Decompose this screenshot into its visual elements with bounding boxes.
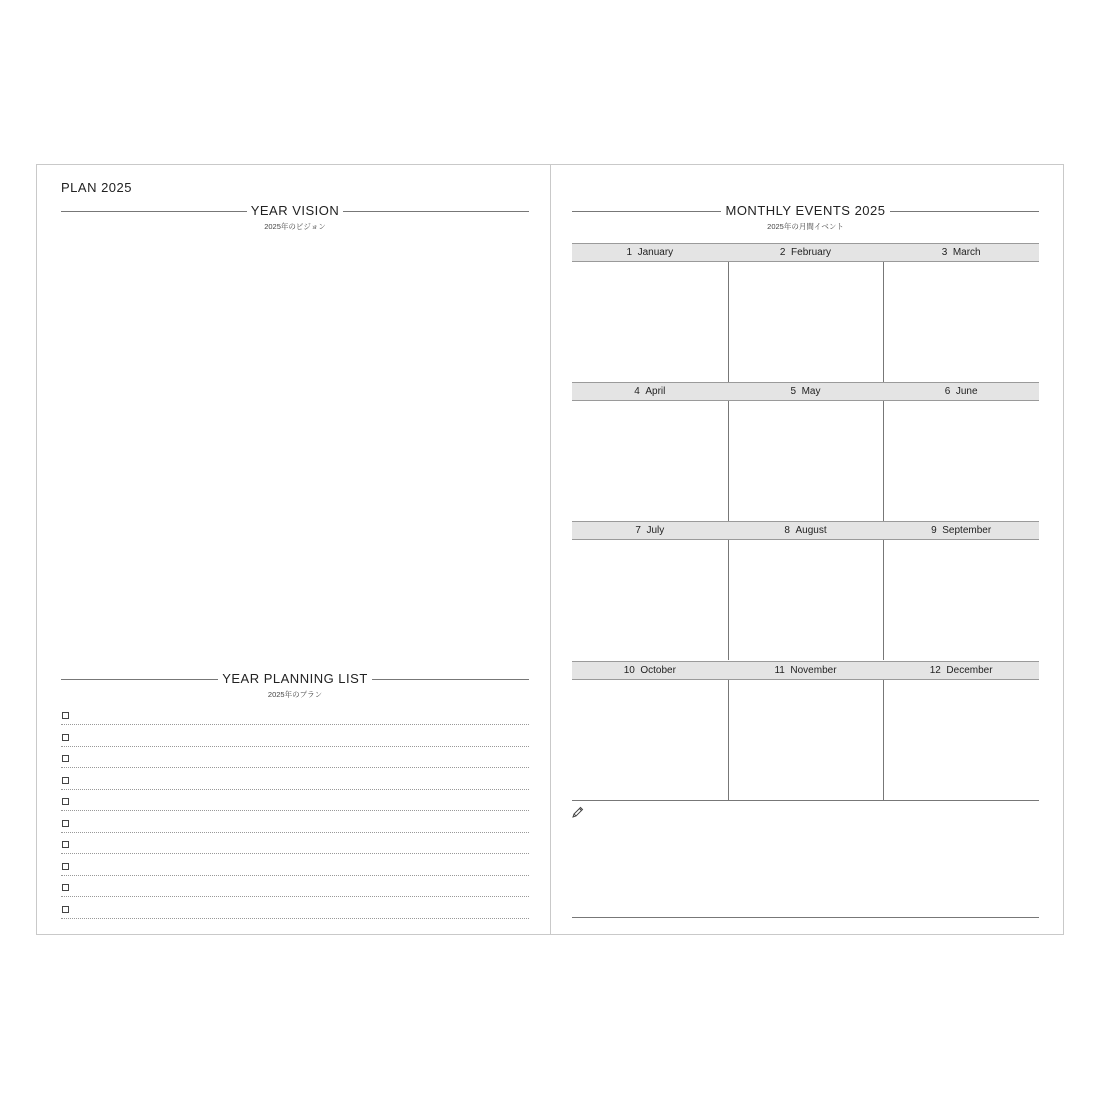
month-name: December <box>946 665 993 676</box>
month-number: 3 <box>941 247 948 258</box>
month-cell-march[interactable] <box>883 262 1039 382</box>
checklist-row[interactable] <box>61 839 529 860</box>
month-name: March <box>952 247 981 258</box>
month-cell-october[interactable] <box>572 680 728 800</box>
month-cell-september[interactable] <box>883 540 1039 660</box>
month-label-august <box>728 525 884 536</box>
month-cell-january[interactable] <box>572 262 728 382</box>
checklist-row[interactable] <box>61 710 529 731</box>
year-planning-list-subtitle: 2025年のプラン <box>267 690 323 699</box>
month-cell-april[interactable] <box>572 401 728 521</box>
month-name: October <box>640 665 676 676</box>
month-label-july <box>572 525 728 536</box>
notes-writing-area[interactable] <box>590 805 1039 915</box>
dotted-line <box>61 853 529 854</box>
month-column-divider <box>883 262 884 382</box>
dotted-line <box>61 896 529 897</box>
month-cell-may[interactable] <box>728 401 884 521</box>
month-number: 6 <box>944 386 951 397</box>
month-cell-june[interactable] <box>883 401 1039 521</box>
checkbox[interactable] <box>62 820 69 827</box>
month-column-divider <box>883 680 884 800</box>
month-label-february <box>728 247 884 258</box>
dotted-line <box>61 810 529 811</box>
month-cell-february[interactable] <box>728 262 884 382</box>
checklist-row[interactable] <box>61 861 529 882</box>
month-label-may <box>728 386 884 397</box>
month-column-divider <box>728 262 729 382</box>
dotted-line <box>61 746 529 747</box>
checkbox[interactable] <box>62 755 69 762</box>
checkbox[interactable] <box>62 841 69 848</box>
month-number: 2 <box>779 247 786 258</box>
checkbox[interactable] <box>62 906 69 913</box>
month-number: 1 <box>626 247 633 258</box>
month-number: 7 <box>635 525 641 536</box>
year-vision-writing-area[interactable] <box>61 235 529 660</box>
month-number: 10 <box>623 665 635 676</box>
dotted-line <box>61 724 529 725</box>
monthly-events-heading <box>572 201 1039 231</box>
month-row-header <box>572 521 1039 540</box>
month-column-divider <box>728 401 729 521</box>
month-label-november <box>728 665 884 676</box>
month-cell-august[interactable] <box>728 540 884 660</box>
monthly-events-subtitle: 2025年の月間イベント <box>767 222 844 231</box>
month-name: July <box>646 525 665 536</box>
checkbox[interactable] <box>62 884 69 891</box>
year-planning-list-title: YEAR PLANNING LIST <box>218 671 372 686</box>
month-number: 5 <box>790 386 797 397</box>
month-name: June <box>955 386 978 397</box>
month-column-divider <box>883 540 884 660</box>
year-vision-heading <box>61 201 529 231</box>
checklist-row[interactable] <box>61 732 529 753</box>
month-column-divider <box>883 401 884 521</box>
month-row-header <box>572 243 1039 262</box>
year-vision-subtitle: 2025年のビジョン <box>264 222 326 231</box>
month-label-december <box>883 665 1039 676</box>
month-label-march <box>883 247 1039 258</box>
year-planning-list-heading <box>61 669 529 699</box>
checklist-row[interactable] <box>61 775 529 796</box>
month-column-divider <box>728 540 729 660</box>
month-name: April <box>645 386 666 397</box>
month-cell-december[interactable] <box>883 680 1039 800</box>
checkbox[interactable] <box>62 863 69 870</box>
month-label-september <box>883 525 1039 536</box>
month-name: May <box>801 386 821 397</box>
month-row-header <box>572 661 1039 680</box>
dotted-line <box>61 918 529 919</box>
month-grid-bottom-rule <box>572 800 1039 801</box>
month-number: 12 <box>929 665 941 676</box>
month-number: 8 <box>784 525 790 536</box>
year-vision-title: YEAR VISION <box>247 203 344 218</box>
checklist-row[interactable] <box>61 753 529 774</box>
month-cell-november[interactable] <box>728 680 884 800</box>
checklist-row[interactable] <box>61 796 529 817</box>
pencil-icon <box>572 806 584 818</box>
month-label-april <box>572 386 728 397</box>
notes-bottom-rule <box>572 917 1039 918</box>
checklist-row[interactable] <box>61 882 529 903</box>
month-number: 4 <box>634 386 640 397</box>
checkbox[interactable] <box>62 798 69 805</box>
month-label-october <box>572 665 728 676</box>
month-row-header <box>572 382 1039 401</box>
monthly-events-title: MONTHLY EVENTS 2025 <box>721 203 889 218</box>
month-number: 9 <box>931 525 937 536</box>
plan-title: PLAN 2025 <box>61 180 132 195</box>
month-label-january <box>572 247 728 258</box>
month-number: 11 <box>774 665 785 676</box>
month-name: November <box>790 665 837 676</box>
month-cell-july[interactable] <box>572 540 728 660</box>
month-name: February <box>791 247 832 258</box>
checklist-row[interactable] <box>61 818 529 839</box>
month-name: January <box>637 247 674 258</box>
month-name: August <box>795 525 827 536</box>
month-column-divider <box>728 680 729 800</box>
page-spine <box>550 164 551 935</box>
dotted-line <box>61 832 529 833</box>
dotted-line <box>61 875 529 876</box>
checklist-row[interactable] <box>61 904 529 925</box>
month-name: September <box>942 525 992 536</box>
dotted-line <box>61 789 529 790</box>
checkbox[interactable] <box>62 777 69 784</box>
dotted-line <box>61 767 529 768</box>
checkbox[interactable] <box>62 712 69 719</box>
month-label-june <box>883 386 1039 397</box>
checkbox[interactable] <box>62 734 69 741</box>
